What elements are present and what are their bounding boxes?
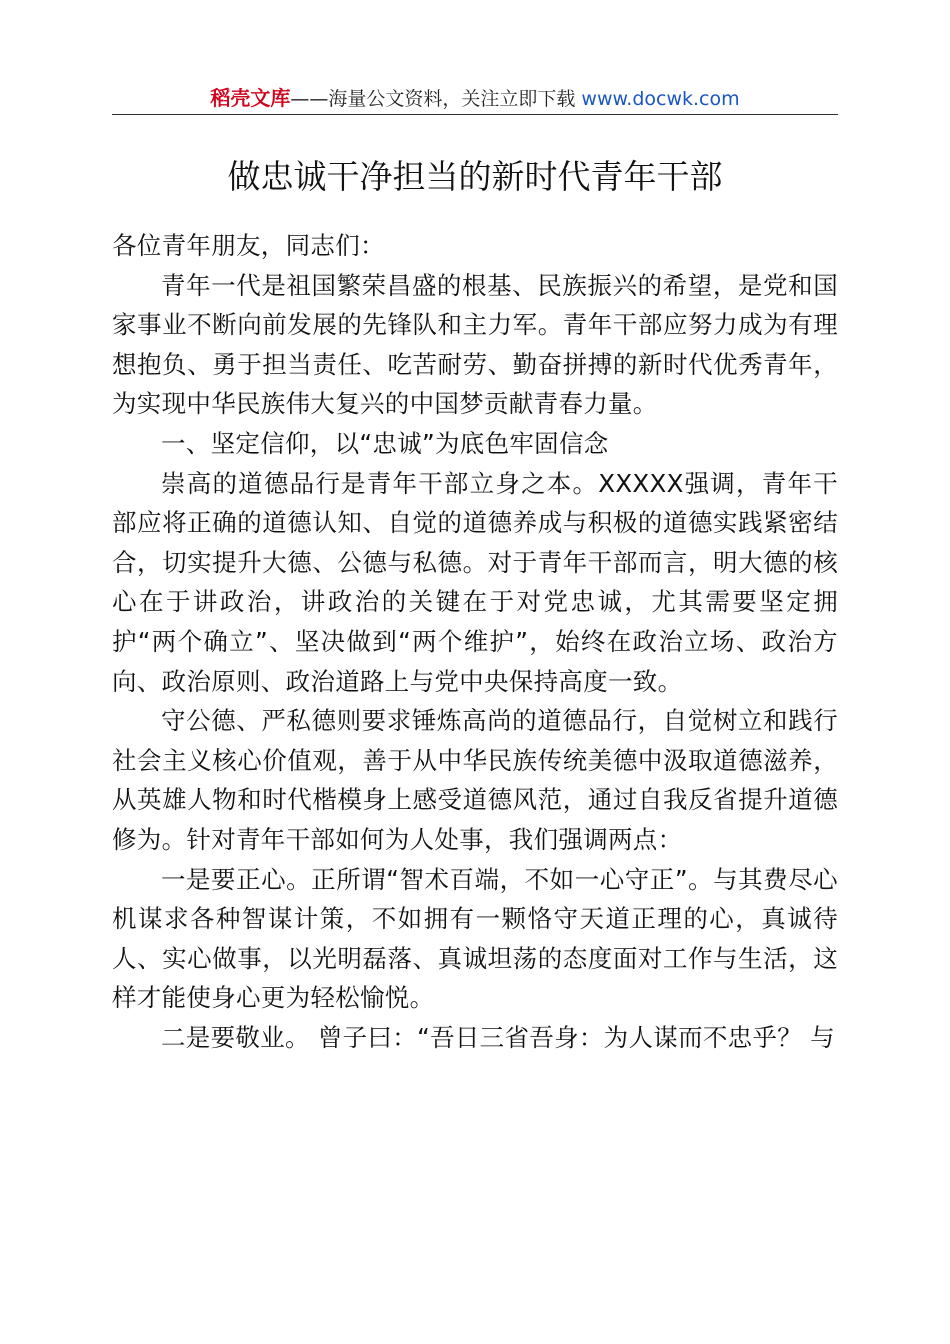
document-body [112, 226, 838, 1057]
paragraph-intro: 青年一代是祖国繁荣昌盛的根基、民族振兴的希望，是党和国家事业不断向前发展的先锋队和主力军。青年干部应努力成为有理想抱负、勇于担当责任、吃苦耐劳、勤奋拼搏的新时代优秀青年，为实现中华民族伟大复兴的中国梦贡献青春力量。 [112, 270, 838, 419]
brand-name[interactable]: 稻壳文库 [210, 86, 291, 110]
salutation: 各位青年朋友，同志们： [112, 231, 385, 260]
section-heading: 一、坚定信仰，以“忠诚”为底色牢固信念 [161, 428, 609, 458]
paragraph-morality: 崇高的道德品行是青年干部立身之本。XXXXX强调，青年干部应将正确的道德认知、自觉的道德养成与积极的道德实践紧密结合，切实提升大德、公德与私德。对于青年干部而言，明大德的核心在于讲政治，讲政治的关键在于对党忠诚，尤其需要坚定拥护“两个确立”、坚决做到“两个维护”，始终在政治立场、政治方向、政治原则、政治道路上与党中央保持高度一致。 [112, 468, 838, 696]
paragraph-dedication: 二是要敬业。 曾子曰：“吾日三省吾身：为人谋而不忠乎？ 与 [161, 1022, 835, 1052]
document-title: 做忠诚干净担当的新时代青年干部 [227, 157, 723, 196]
site-link[interactable]: www.docwk.com [581, 88, 740, 110]
paragraph-righteous-heart: 一是要正心。正所谓“智术百端，不如一心守正”。与其费尽心机谋求各种智谋计策，不如拥有一颗恪守天道正理的心，真诚待人、实心做事，以光明磊落、真诚坦荡的态度面对工作与生活，这样才能使身心更为轻松愉悦。 [112, 864, 838, 1013]
page-header [112, 82, 838, 114]
paragraph-public-virtue: 守公德、严私德则要求锤炼高尚的道德品行，自觉树立和践行社会主义核心价值观，善于从中华民族传统美德中汲取道德滋养，从英雄人物和时代楷模身上感受道德风范，通过自我反省提升道德修为。针对青年干部如何为人处事，我们强调两点： [112, 706, 838, 854]
header-divider [112, 114, 838, 115]
header-slogan: ——海量公文资料，关注立即下载 [290, 88, 576, 110]
